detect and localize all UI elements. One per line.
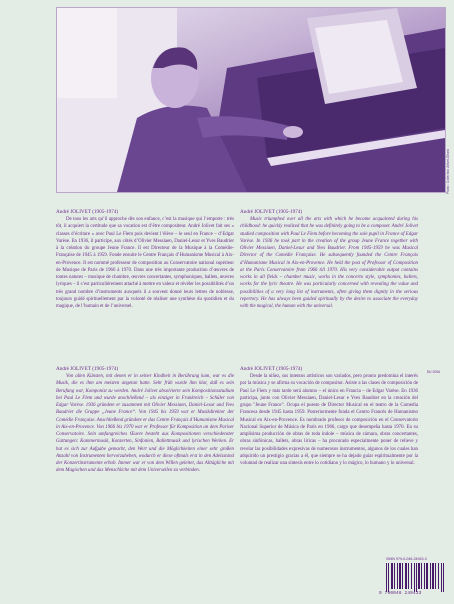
biography-german-heading: André JOLIVET (1905-1974) bbox=[56, 366, 119, 372]
barcode-number: 9 790046 249433 bbox=[379, 591, 422, 596]
composer-photo-illustration bbox=[57, 8, 445, 192]
biography-english-heading: André JOLIVET (1905-1974) bbox=[240, 209, 303, 215]
biography-german bbox=[56, 366, 234, 475]
composer-photo bbox=[56, 7, 446, 193]
biography-english-text: Music triumphed over all the arts with which he became acquainted during his childhood: he quickly realized that he was definitely going to be a composer. André Jolivet studied composition with Paul Le Flem before becoming the sole pupil in France of Edgar Varèse. In 1936 he took part in the creation of the group Jeune France together with Olivier Messiaen, Daniel-Lesur and Yves Baudrier. From 1945-1959 he was Musical Director of the Comédie Française. He subsequently founded the Centre Français d’Humanisme Musical in Aix-en-Provence. He held the post of Professor of Composition at the Paris Conservatoire from 1966 till 1970. His very considerable output contains works in all fields – chamber music, works in the concerto style, symphonies, ballets, works for the lyric theatre. He was particularly concerned with revealing the value and possibilities of a very long list of instruments, often giving them dignity in the serious repertory. He has always been guided spiritually by the desire to associate the everyday with the magical, the human with the universal. bbox=[240, 217, 418, 309]
photo-credit: Photo : Collection Jolivet-Girard bbox=[446, 149, 450, 194]
biography-spanish-text: Desde la niñez, sus intentos artísticos son variados, pero pronto predomina el interés por la música y se afirma su vocación de compositor. Asiste a las clases de composición de Paul Le Flem y más tarde será alumno – el único en Francia – de Edgar Varèse. En 1936 participa, junto con Olivier Messiaen, Daniel-Lesur e Yves Baudrier en la creación del grupo "Jeune France". Ocupa el puesto de Director Musical en el teatro de la Comedia Francesa desde 1945 hasta 1959. Posteriormente funda el Centro Francés de Humanismo Musical en Aix-en-Provence. Es nombrado profesor de composición en el Conservatorio Nacional Superior de Música de París en 1966, cargo que desempeña hasta 1970. En su amplísima producción de obras de toda índole – música de cámara, obras concertantes, obras sinfónicas, ballets, obras líricas – ha procurado especialmente poner de relieve y revelar las posibilidades expresivas de numerosos instrumentos, algunos de los cuales han adquirido un prestigio gracias a él, que siempre se ha dejado guiar espiritualmente por la voluntad de realizar una síntesis entre lo cotidiano y lo mágico, lo humano y lo universal. bbox=[240, 374, 418, 466]
ismn-label: ISMN 979-0-046-24943-3 bbox=[386, 557, 427, 561]
biography-english bbox=[240, 209, 418, 310]
biography-french bbox=[56, 209, 234, 310]
catalog-number: SU 2006 bbox=[426, 370, 440, 374]
biography-spanish-heading: André JOLIVET (1905-1974) bbox=[240, 366, 303, 372]
biography-french-text: De tous les arts qu’il approche dès son enfance, c’est la musique qui l’emporte : très tôt, il acquiert la certitude que sa vocation est d’être compositeur. André Jolivet fait ses « classes d’écriture » avec Paul Le Flem puis devient l’élève – le seul en France – d’Edgar Varèse. En 1936, il participe, aux côtés d’Olivier Messiaen, Daniel-Lesur et Yves Baudrier à la création du groupe Jeune France. Il est Directeur de la Musique à la Comédie-Française de 1945 à 1959. Fonde ensuite le Centre Français d’Humanisme Musical à Aix-en-Provence. Il est nommé professeur de composition au Conservatoire national supérieur de Musique de Paris de 1966 à 1970. Dans une très importante production d’œuvres de toutes natures – musique de chambre, œuvres concertantes, symphoniques, ballets, œuvres lyriques – il s’est particulièrement attaché à mettre en valeur et révéler les possibilités d’un très grand nombre d’instruments auxquels il a souvent donné leurs lettres de noblesse, toujours guidé spirituellement par la volonté de réaliser une synthèse du quotidien et du magique, de l’humain et de l’universel. bbox=[56, 217, 234, 309]
biography-french-heading: André JOLIVET (1905-1974) bbox=[56, 209, 119, 215]
biography-german-text: Von allen Künsten, mit denen er in seiner Kindheit in Berührung kam, war es die Musik, die es ihm am meisten angetan hatte. Sehr früh wurde ihm klar, daß es sein Berufung war, Komponist zu werden. André Jolivet absolvierte sein Kompositionsstudium bei Paul Le Flem und wurde anschließend – als einziger in Frankreich – Schüler von Edgar Varèse. 1936 gründete er zusammen mit Olivier Messiaen, Daniel-Lesur und Yves Baudrier die Gruppe „Jeune France“. Von 1945 bis 1959 war er Musikdirektor der Comédie Française. Anschließend gründete er das Centre Français d’Humanisme Musical in Aix-en-Provence. Von 1966 bis 1970 war er Professor für Komposition an dem Pariser Conservatoire. Sein umfangreiches Œuvre besteht aus Kompositionen verschiedenster Gattungen: Kammermusik, Konzerten, Sinfonien, Ballettmusik und lyrischen Werken. Er hat es sich zur Aufgabe gemacht, den Wert und die Möglichkeiten einer sehr großen Anzahl von Instrumenten hervorzuheben, wodurch er diese oftmals erst in den Adelsstand der Konzertinstrumente erhob. Immer war er von dem Willen geleitet, das Alltägliche mit dem Magischen und das Menschliche mit dem Universellen zu verbinden. bbox=[56, 374, 234, 474]
biography-spanish bbox=[240, 366, 418, 467]
barcode-icon bbox=[384, 563, 446, 592]
